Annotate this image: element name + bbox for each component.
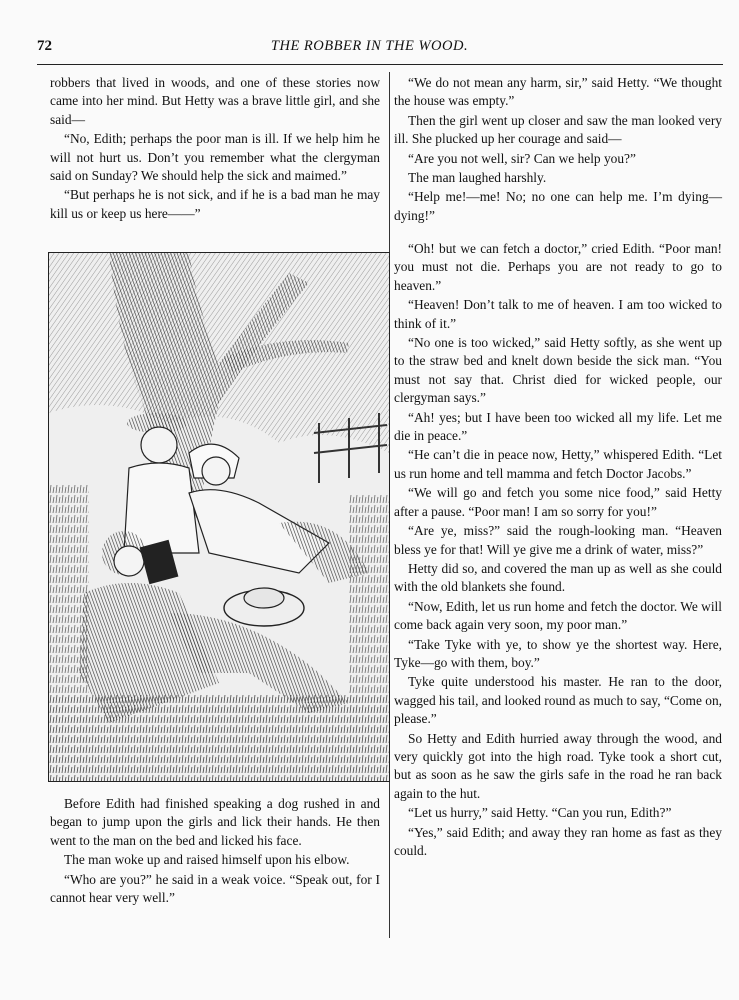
paragraph: Before Edith had finished speaking a dog rushed in and began to jump upon the girls and lick their hands. He then went to the man on the bed and licked his face. [50,796,380,848]
paragraph: “Oh! but we can fetch a doctor,” cried Edith. “Poor man! you must not die. Perhaps you are not ready to go to heaven.” [394,241,722,293]
paragraph: “Are you not well, sir? Can we help you?” [408,150,636,166]
left-column-top [50,74,380,224]
paragraph: “We will go and fetch you some nice food,” said Hetty after a pause. “Poor man! I am so sorry for you!” [394,485,722,519]
left-column-bottom [50,795,380,908]
paragraph: “Take Tyke with ye, to show ye the shortest way. Here, Tyke—go with them, boy.” [394,636,722,670]
paragraph: robbers that lived in woods, and one of these stories now came into her mind. But Hetty was a brave little girl, and she said— [50,75,380,127]
paragraph: “Now, Edith, let us run home and fetch the doctor. We will come back again very soon, my poor man.” [394,598,722,633]
right-column-bottom [394,240,722,861]
paragraph: “Who are you?” he said in a weak voice. “Speak out, for I cannot hear very well.” [50,871,380,906]
page-number: 72 [37,38,52,54]
running-title: THE ROBBER IN THE WOOD. [270,38,469,54]
engraving-image [49,253,389,781]
paragraph: Tyke quite understood his master. He ran to the door, wagged his tail, and looked round as much to say, “Come on, please.” [394,674,722,727]
paragraph: The man laughed harshly. [408,170,547,186]
paragraph: “But perhaps he is not sick, and if he is a bad man he may kill us or keep us here——” [50,187,380,221]
illustration-engraving [48,252,390,782]
paragraph: The man woke up and raised himself upon his elbow. [64,852,350,868]
paragraph: “He can’t die in peace now, Hetty,” whispered Edith. “Let us run home and tell mamma and fetch Doctor Jacobs.” [394,447,722,481]
paragraph: Hetty did so, and covered the man up as well as she could with the old blankets she found. [394,560,722,595]
paragraph: “Yes,” said Edith; and away they ran home as fast as they could. [394,824,722,858]
paragraph: “Let us hurry,” said Hetty. “Can you run, Edith?” [408,805,672,821]
paragraph: So Hetty and Edith hurried away through the wood, and very quickly got into the high road. Tyke took a short cut, but as soon as he saw the girls safe in the road he ran back again to the hut. [394,730,722,801]
paragraph: “No one is too wicked,” said Hetty softly, as she went up to the straw bed and knelt down beside the sick man. “You must not say that. Christ died for wicked people, our clergyman says.” [394,335,722,406]
header-rule [37,64,723,65]
paragraph: “Help me!—me! No; no one can help me. I’m dying—dying!” [394,189,722,223]
paragraph: “We do not mean any harm, sir,” said Hetty. “We thought the house was empty.” [394,75,722,109]
paragraph: “Ah! yes; but I have been too wicked all my life. Let me die in peace.” [394,409,722,444]
paragraph: “Are ye, miss?” said the rough-looking man. “Heaven bless ye for that! Will ye give me a drink of water, miss?” [394,523,722,557]
paragraph: “Heaven! Don’t talk to me of heaven. I am too wicked to think of it.” [394,297,722,331]
paragraph: “No, Edith; perhaps the poor man is ill. If we help him he will not hurt us. Don’t you remember what the clergyman said on Sunday? We should help the sick and maimed.” [50,131,380,184]
right-column-top [394,74,722,226]
paragraph: Then the girl went up closer and saw the man looked very ill. She plucked up her courage and said— [394,112,722,147]
